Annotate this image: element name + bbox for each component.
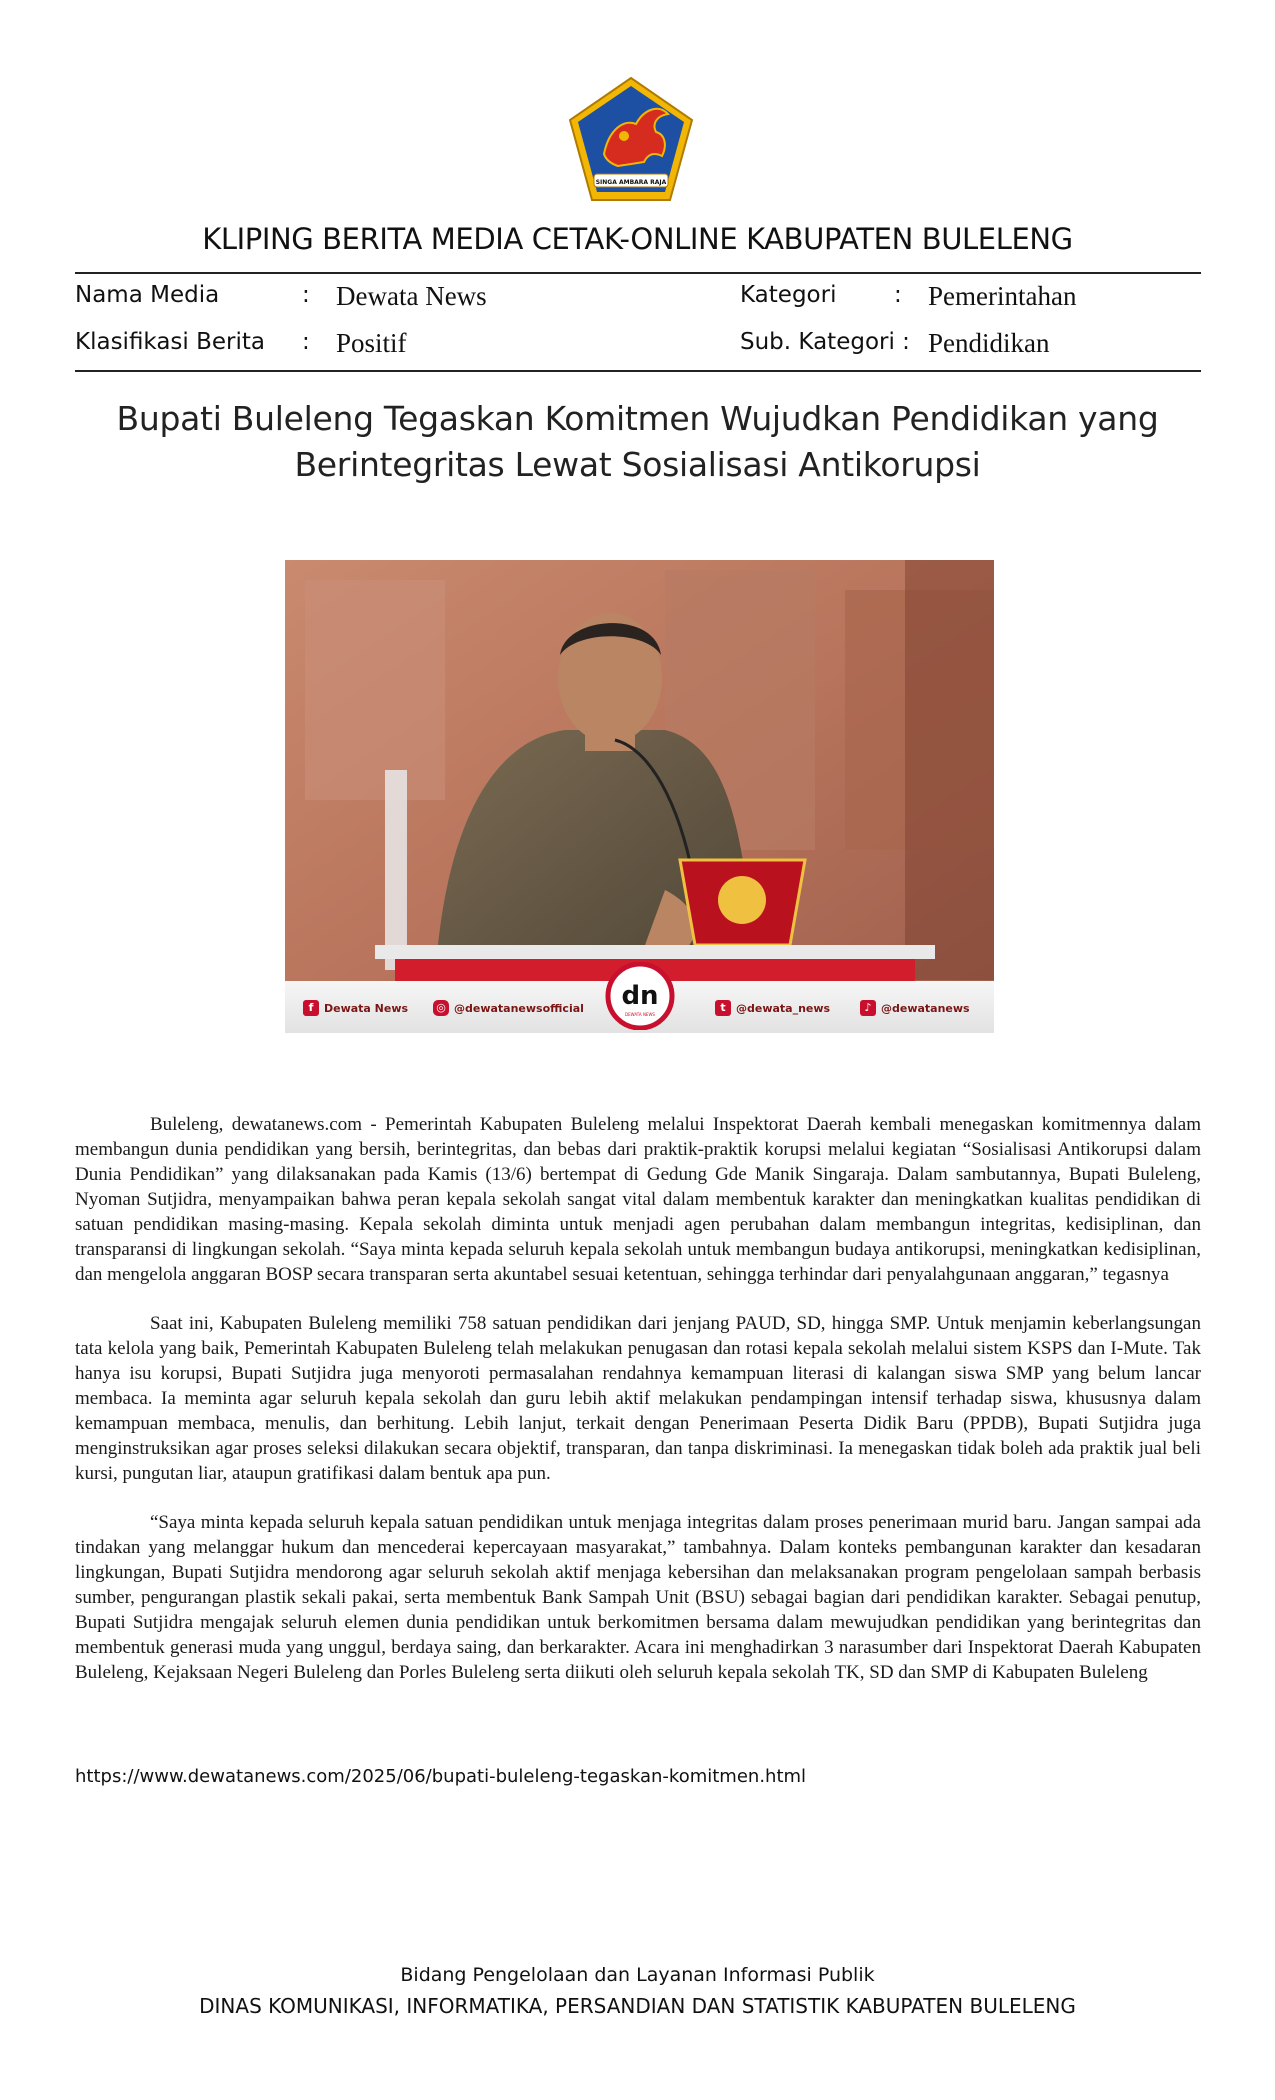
social-facebook: [303, 998, 408, 1018]
article-title-line: Bupati Buleleng Tegaskan Komitmen Wujudkan Pendidikan yang: [116, 399, 1159, 438]
colon: :: [894, 282, 902, 308]
social-facebook-label: Dewata News: [324, 1001, 409, 1015]
dewata-news-logo: [602, 962, 678, 1030]
sub-kategori-label: Sub. Kategori :: [740, 329, 910, 355]
meta-top-rule: [75, 272, 1201, 274]
article-paragraph: Saat ini, Kabupaten Buleleng memiliki 758 satuan pendidikan dari jenjang PAUD, SD, hingga SMP. Untuk menjamin keberlangsungan tata kelola yang baik, Pemerintah Kabupaten Buleleng telah melakukan penugasan dan rotasi kepala sekolah melalui sistem KSPS dan I-Mute. Tak hanya isu korupsi, Bupati Sutjidra juga menyoroti permasalahan rendahnya kemampuan literasi di kalangan siswa SMP yang belum lancar membaca. Ia meminta agar seluruh kepala sekolah dan guru lebih aktif melakukan pendampingan intensif terhadap siswa, khususnya dalam kemampuan membaca, menulis, dan berhitung. Lebih lanjut, terkait dengan Penerimaan Peserta Didik Baru (PPDB), Bupati Sutjidra juga menginstruksikan agar proses seleksi dilakukan secara objektif, transparan, dan tanpa diskriminasi. Ia menegaskan tidak boleh ada praktik jual beli kursi, pungutan liar, ataupun gratifikasi dalam bentuk apa pun.: [75, 1313, 1201, 1484]
buleleng-regency-logo: [564, 74, 698, 204]
instagram-icon: ◎: [433, 1000, 449, 1016]
social-twitter-label: @dewata_news: [736, 1001, 831, 1015]
klasifikasi-label: Klasifikasi Berita: [75, 329, 266, 355]
social-tiktok-label: @dewatanews: [881, 1001, 970, 1015]
footer-division: Bidang Pengelolaan dan Layanan Informasi Publik: [400, 1964, 875, 1986]
social-instagram: [433, 998, 584, 1018]
twitter-icon: t: [715, 1000, 731, 1016]
meta-bottom-rule: [75, 370, 1201, 372]
article-paragraph: “Saya minta kepada seluruh kepala satuan pendidikan untuk menjaga integritas dalam proses penerimaan murid baru. Jangan sampai ada tindakan yang melanggar hukum dan mencederai kepercayaan masyarakat,” tambahnya. Dalam konteks pembangunan karakter dan kesadaran lingkungan, Bupati Sutjidra mendorong agar seluruh sekolah aktif menjaga kebersihan dan melaksanakan program pengelolaan sampah berbasis sumber, pengurangan plastik sekali pakai, serta membentuk Bank Sampah Unit (BSU) sebagai bagian dari pendidikan karakter. Sebagai penutup, Bupati Sutjidra mengajak seluruh elemen dunia pendidikan untuk berkomitmen bersama dalam mewujudkan pendidikan yang berintegritas dan membentuk generasi muda yang unggul, berdaya saing, dan berkarakter. Acara ini menghadirkan 3 narasumber dari Inspektorat Daerah Kabupaten Buleleng, Kejaksaan Negeri Buleleng dan Porles Buleleng serta diikuti oleh seluruh kepala sekolah TK, SD dan SMP di Kabupaten Buleleng: [75, 1512, 1201, 1683]
footer-agency: DINAS KOMUNIKASI, INFORMATIKA, PERSANDIAN DAN STATISTIK KABUPATEN BULELENG: [199, 1994, 1076, 2018]
article-body: [75, 1112, 1201, 1709]
sub-kategori-value: Pendidikan: [928, 328, 1050, 358]
klasifikasi-value: Positif: [336, 328, 407, 358]
article-paragraph: Buleleng, dewatanews.com - Pemerintah Kabupaten Buleleng melalui Inspektorat Daerah kembali menegaskan komitmennya dalam membangun dunia pendidikan yang bersih, berintegritas, dan bebas dari praktik-praktik korupsi melalui kegiatan “Sosialisasi Antikorupsi dalam Dunia Pendidikan” yang dilaksanakan pada Kamis (13/6) bertempat di Gedung Gde Manik Singaraja. Dalam sambutannya, Bupati Buleleng, Nyoman Sutjidra, menyampaikan bahwa peran kepala sekolah sangat vital dalam membentuk karakter dan meningkatkan kualitas pendidikan di satuan pendidikan masing-masing. Kepala sekolah diminta untuk menjadi agen perubahan dalam membangun integritas, kedisiplinan, dan transparansi di lingkungan sekolah. “Saya minta kepada seluruh kepala sekolah untuk membangun budaya antikorupsi, meningkatkan kedisiplinan, dan mengelola anggaran BOSP secara transparan serta akuntabel sesuai ketentuan, sehingga terhindar dari penyalahgunaan anggaran,” tegasnya: [75, 1114, 1201, 1285]
clipping-heading: KLIPING BERITA MEDIA CETAK-ONLINE KABUPATEN BULELENG: [202, 222, 1073, 256]
colon: :: [302, 329, 310, 355]
article-title: [100, 396, 1175, 488]
brand-sub: DEWATA NEWS: [625, 1012, 655, 1017]
article-title-line: Berintegritas Lewat Sosialisasi Antikorupsi: [294, 445, 981, 484]
brand-mark: dn: [621, 981, 659, 1011]
social-twitter: [715, 998, 830, 1018]
colon: :: [302, 282, 310, 308]
kategori-value: Pemerintahan: [928, 281, 1077, 311]
logo-motto: SINGA AMBARA RAJA: [595, 179, 667, 186]
article-photo: [285, 560, 994, 1033]
source-url: https://www.dewatanews.com/2025/06/bupati-buleleng-tegaskan-komitmen.html: [75, 1766, 807, 1787]
social-instagram-label: @dewatanewsofficial: [454, 1001, 584, 1015]
nama-media-label: Nama Media: [75, 282, 220, 308]
nama-media-value: Dewata News: [336, 281, 487, 311]
tiktok-icon: ♪: [860, 1000, 876, 1016]
facebook-icon: f: [303, 1000, 319, 1016]
social-tiktok: [860, 998, 970, 1018]
kategori-label: Kategori: [740, 282, 837, 308]
